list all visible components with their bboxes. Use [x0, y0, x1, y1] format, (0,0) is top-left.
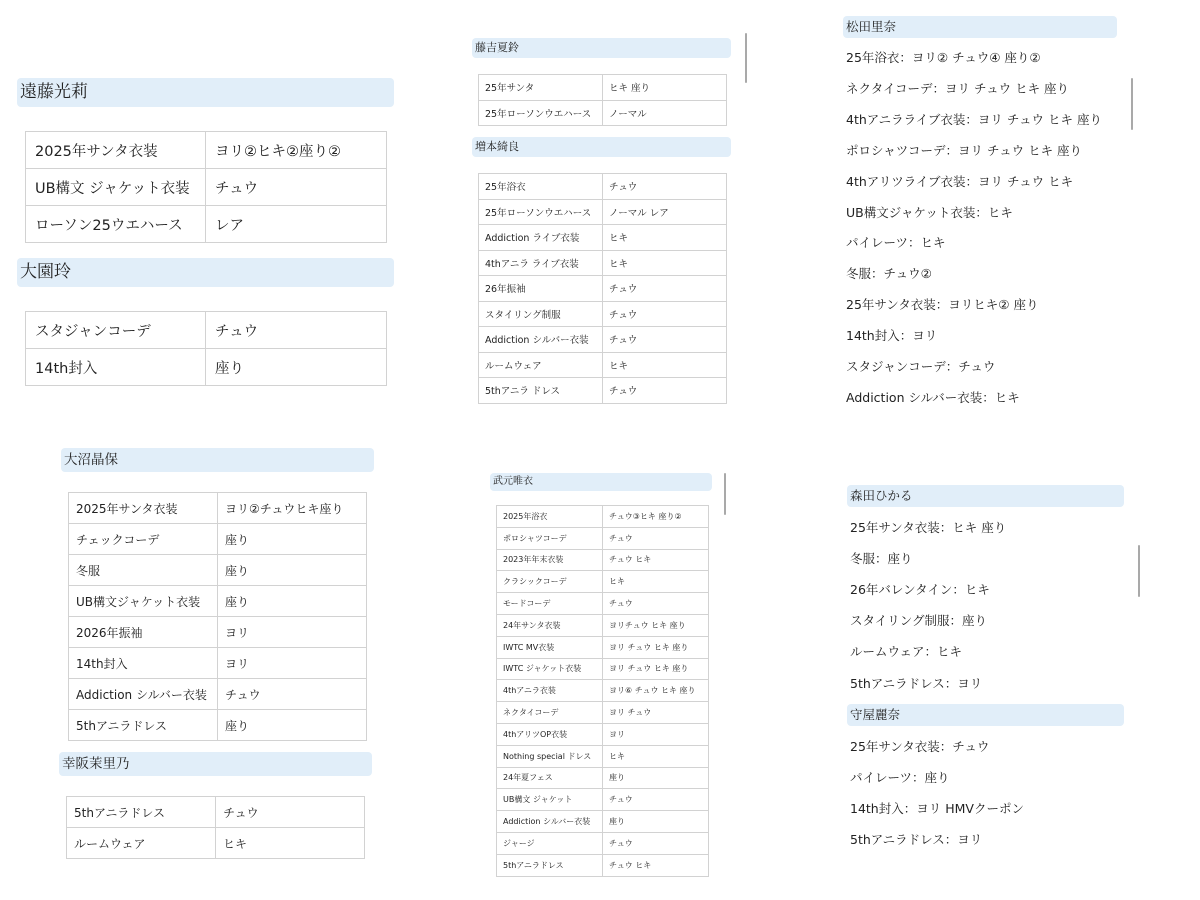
table-row [479, 276, 727, 302]
table-row [479, 75, 727, 101]
item-value-cell: 座り [218, 555, 367, 586]
table-row [497, 636, 709, 658]
item-name-cell: 2025年サンタ衣装 [26, 132, 206, 169]
item-value-cell: ヒキ [603, 225, 727, 251]
item-value-cell: レア [206, 206, 387, 243]
item-value-cell: ヨリ チュウ [603, 702, 709, 724]
item-name-cell: ポロシャツコーデ [497, 527, 603, 549]
item-value-cell: チュウ [603, 378, 727, 404]
item-name-cell: ネクタイコーデ [497, 702, 603, 724]
item-value-cell: チュウ [603, 832, 709, 854]
item-value-cell: ヨリ チュウ ヒキ 座り [603, 636, 709, 658]
item-value-cell: ヨリ [218, 617, 367, 648]
item-name-cell: 24年サンタ衣装 [497, 614, 603, 636]
list-item: スタイリング制服：座り [850, 613, 988, 628]
item-name-cell: ジャージ [497, 832, 603, 854]
table-row [26, 169, 387, 206]
table-row [479, 301, 727, 327]
item-value-cell: チュウ [603, 327, 727, 353]
member-name-header: 武元唯衣 [490, 473, 712, 491]
item-value-cell: 座り [218, 710, 367, 741]
list-item: 25年サンタ衣装：チュウ [850, 739, 990, 754]
table-row [497, 767, 709, 789]
item-value-cell: 座り [218, 524, 367, 555]
table-row [69, 555, 367, 586]
item-value-cell: ヒキ [603, 571, 709, 593]
item-name-cell: Addiction ライブ衣装 [479, 225, 603, 251]
item-value-cell: ヒキ [603, 352, 727, 378]
table-row [497, 854, 709, 876]
member-name-header: 松田里奈 [843, 16, 1117, 38]
item-value-cell: ヨリチュウ ヒキ 座り [603, 614, 709, 636]
item-name-cell: モードコーデ [497, 593, 603, 615]
item-name-cell: 2023年年末衣装 [497, 549, 603, 571]
item-name-cell: 5thアニラドレス [67, 797, 216, 828]
list-item: 4thアニラライブ衣装：ヨリ チュウ ヒキ 座り [846, 112, 1102, 127]
item-name-cell: 冬服 [69, 555, 218, 586]
item-value-cell: チュウ [218, 679, 367, 710]
table-row [26, 349, 387, 386]
list-item: 14th封入：ヨリ HMVクーポン [850, 801, 1024, 816]
item-value-cell: ヨリ⑥ チュウ ヒキ 座り [603, 680, 709, 702]
list-item: 14th封入：ヨリ [846, 328, 938, 343]
list-item: 25年サンタ衣装：ヨリヒキ② 座り [846, 297, 1039, 312]
section-onuma [61, 448, 374, 741]
member-name-header: 大園玲 [17, 258, 394, 287]
scrollbar[interactable] [1138, 545, 1140, 597]
list-item: ルームウェア：ヒキ [850, 644, 963, 659]
item-value-cell: ヨリ②ヒキ②座り② [206, 132, 387, 169]
table-row [69, 617, 367, 648]
table-row [479, 174, 727, 200]
list-item: Addiction シルバー衣装：ヒキ [846, 390, 1020, 405]
item-name-cell: Addiction シルバー衣装 [497, 811, 603, 833]
table-row [26, 132, 387, 169]
item-value-cell: チュウ [206, 312, 387, 349]
item-name-cell: 25年サンタ [479, 75, 603, 101]
item-value-cell: ヒキ 座り [603, 75, 727, 101]
item-name-cell: チェックコーデ [69, 524, 218, 555]
item-name-cell: Addiction シルバー衣装 [69, 679, 218, 710]
item-value-cell: 座り [603, 767, 709, 789]
item-name-cell: 4thアニラ ライブ衣装 [479, 250, 603, 276]
table-row [479, 352, 727, 378]
item-name-cell: ルームウェア [479, 352, 603, 378]
table-row [497, 789, 709, 811]
item-value-cell: チュウ [206, 169, 387, 206]
scrollbar[interactable] [724, 473, 726, 515]
table-row [497, 680, 709, 702]
item-table [25, 311, 387, 386]
item-value-cell: ヨリ [603, 723, 709, 745]
list-item: 冬服：チュウ② [846, 266, 932, 281]
item-value-cell: チュウ ヒキ [603, 854, 709, 876]
item-value-cell: チュウ [603, 593, 709, 615]
list-item: スタジャンコーデ：チュウ [846, 359, 996, 374]
item-table [478, 173, 727, 404]
list-item: 25年浴衣：ヨリ② チュウ④ 座り② [846, 50, 1041, 65]
table-row [69, 493, 367, 524]
table-row [497, 549, 709, 571]
table-row [497, 658, 709, 680]
table-row [497, 723, 709, 745]
item-table [496, 505, 709, 877]
table-row [67, 797, 365, 828]
item-value-cell: ヨリ②チュウヒキ座り [218, 493, 367, 524]
item-name-cell: UB構文 ジャケット衣装 [26, 169, 206, 206]
item-value-cell: チュウ ヒキ [603, 549, 709, 571]
list-item: ネクタイコーデ：ヨリ チュウ ヒキ 座り [846, 81, 1070, 96]
item-name-cell: スタイリング制服 [479, 301, 603, 327]
item-name-cell: UB構文ジャケット衣装 [69, 586, 218, 617]
item-name-cell: IWTC MV衣装 [497, 636, 603, 658]
item-name-cell: スタジャンコーデ [26, 312, 206, 349]
member-name-header: 遠藤光莉 [17, 78, 394, 107]
scrollbar[interactable] [1131, 78, 1133, 130]
list-item: ポロシャツコーデ：ヨリ チュウ ヒキ 座り [846, 143, 1083, 158]
item-name-cell: Nothing special ドレス [497, 745, 603, 767]
list-item: 5thアニラドレス：ヨリ [850, 676, 983, 691]
item-name-cell: 5thアニラドレス [69, 710, 218, 741]
item-value-cell: チュウ [603, 174, 727, 200]
list-item: 冬服：座り [850, 551, 913, 566]
table-row [479, 378, 727, 404]
item-name-cell: 25年ローソンウエハース [479, 199, 603, 225]
table-row [479, 327, 727, 353]
list-item: 4thアリツライブ衣装：ヨリ チュウ ヒキ [846, 174, 1074, 189]
member-name-header: 森田ひかる [847, 485, 1124, 507]
table-row [26, 312, 387, 349]
table-row [479, 100, 727, 126]
item-name-cell: 4thアリツOP衣装 [497, 723, 603, 745]
item-table [66, 796, 365, 859]
item-value-cell: チュウ [603, 527, 709, 549]
list-item: パイレーツ：ヒキ [846, 235, 946, 250]
item-value-cell: ヨリ チュウ ヒキ 座り [603, 658, 709, 680]
member-name-header: 増本綺良 [472, 137, 731, 157]
item-name-cell: 5thアニラ ドレス [479, 378, 603, 404]
item-name-cell: 2025年浴衣 [497, 506, 603, 528]
section-kousaka [59, 752, 372, 859]
table-row [497, 506, 709, 528]
table-row [69, 679, 367, 710]
item-name-cell: ルームウェア [67, 828, 216, 859]
item-name-cell: 14th封入 [69, 648, 218, 679]
item-name-cell: ローソン25ウエハース [26, 206, 206, 243]
item-value-cell: ノーマル [603, 100, 727, 126]
item-table [25, 131, 387, 243]
table-row [69, 710, 367, 741]
list-item: 26年バレンタイン：ヒキ [850, 582, 990, 597]
item-value-cell: チュウ [603, 789, 709, 811]
item-name-cell: 25年浴衣 [479, 174, 603, 200]
table-row [497, 832, 709, 854]
scrollbar[interactable] [745, 33, 747, 83]
item-name-cell: IWTC ジャケット衣装 [497, 658, 603, 680]
item-value-cell: 座り [206, 349, 387, 386]
section-endo [17, 78, 394, 243]
item-name-cell: 2026年振袖 [69, 617, 218, 648]
table-row [497, 745, 709, 767]
item-value-cell: ヒキ [216, 828, 365, 859]
item-name-cell: 5thアニラドレス [497, 854, 603, 876]
item-name-cell: 26年振袖 [479, 276, 603, 302]
section-takemoto [490, 473, 712, 877]
list-item: UB構文ジャケット衣装：ヒキ [846, 205, 1013, 220]
list-item: 5thアニラドレス：ヨリ [850, 832, 983, 847]
item-value-cell: ヨリ [218, 648, 367, 679]
list-item: パイレーツ：座り [850, 770, 950, 785]
item-value-cell: ヒキ [603, 250, 727, 276]
item-value-cell: ヒキ [603, 745, 709, 767]
table-row [497, 811, 709, 833]
table-row [26, 206, 387, 243]
item-value-cell: 座り [603, 811, 709, 833]
item-value-cell: チュウ [603, 301, 727, 327]
item-value-cell: チュウ [216, 797, 365, 828]
member-name-header: 守屋麗奈 [847, 704, 1124, 726]
item-name-cell: 25年ローソンウエハース [479, 100, 603, 126]
member-name-header: 藤吉夏鈴 [472, 38, 731, 58]
item-table [478, 74, 727, 126]
table-row [497, 571, 709, 593]
item-name-cell: UB構文 ジャケット [497, 789, 603, 811]
item-value-cell: チュウ③ヒキ 座り② [603, 506, 709, 528]
section-ozono [17, 258, 394, 386]
table-row [479, 225, 727, 251]
item-name-cell: 24年夏フェス [497, 767, 603, 789]
list-item: 25年サンタ衣装：ヒキ 座り [850, 520, 1007, 535]
table-row [69, 648, 367, 679]
table-row [479, 199, 727, 225]
item-value-cell: チュウ [603, 276, 727, 302]
table-row [497, 593, 709, 615]
item-value-cell: 座り [218, 586, 367, 617]
item-table [68, 492, 367, 741]
table-row [69, 524, 367, 555]
table-row [497, 527, 709, 549]
item-name-cell: 14th封入 [26, 349, 206, 386]
item-name-cell: 2025年サンタ衣装 [69, 493, 218, 524]
table-row [69, 586, 367, 617]
section-fujiyoshi [472, 38, 731, 126]
table-row [479, 250, 727, 276]
item-value-cell: ノーマル レア [603, 199, 727, 225]
item-name-cell: クラシックコーデ [497, 571, 603, 593]
member-name-header: 大沼晶保 [61, 448, 374, 472]
item-name-cell: Addiction シルバー衣装 [479, 327, 603, 353]
table-row [67, 828, 365, 859]
table-row [497, 702, 709, 724]
member-name-header: 幸阪茉里乃 [59, 752, 372, 776]
item-name-cell: 4thアニラ衣装 [497, 680, 603, 702]
table-row [497, 614, 709, 636]
section-masumoto [472, 137, 731, 404]
